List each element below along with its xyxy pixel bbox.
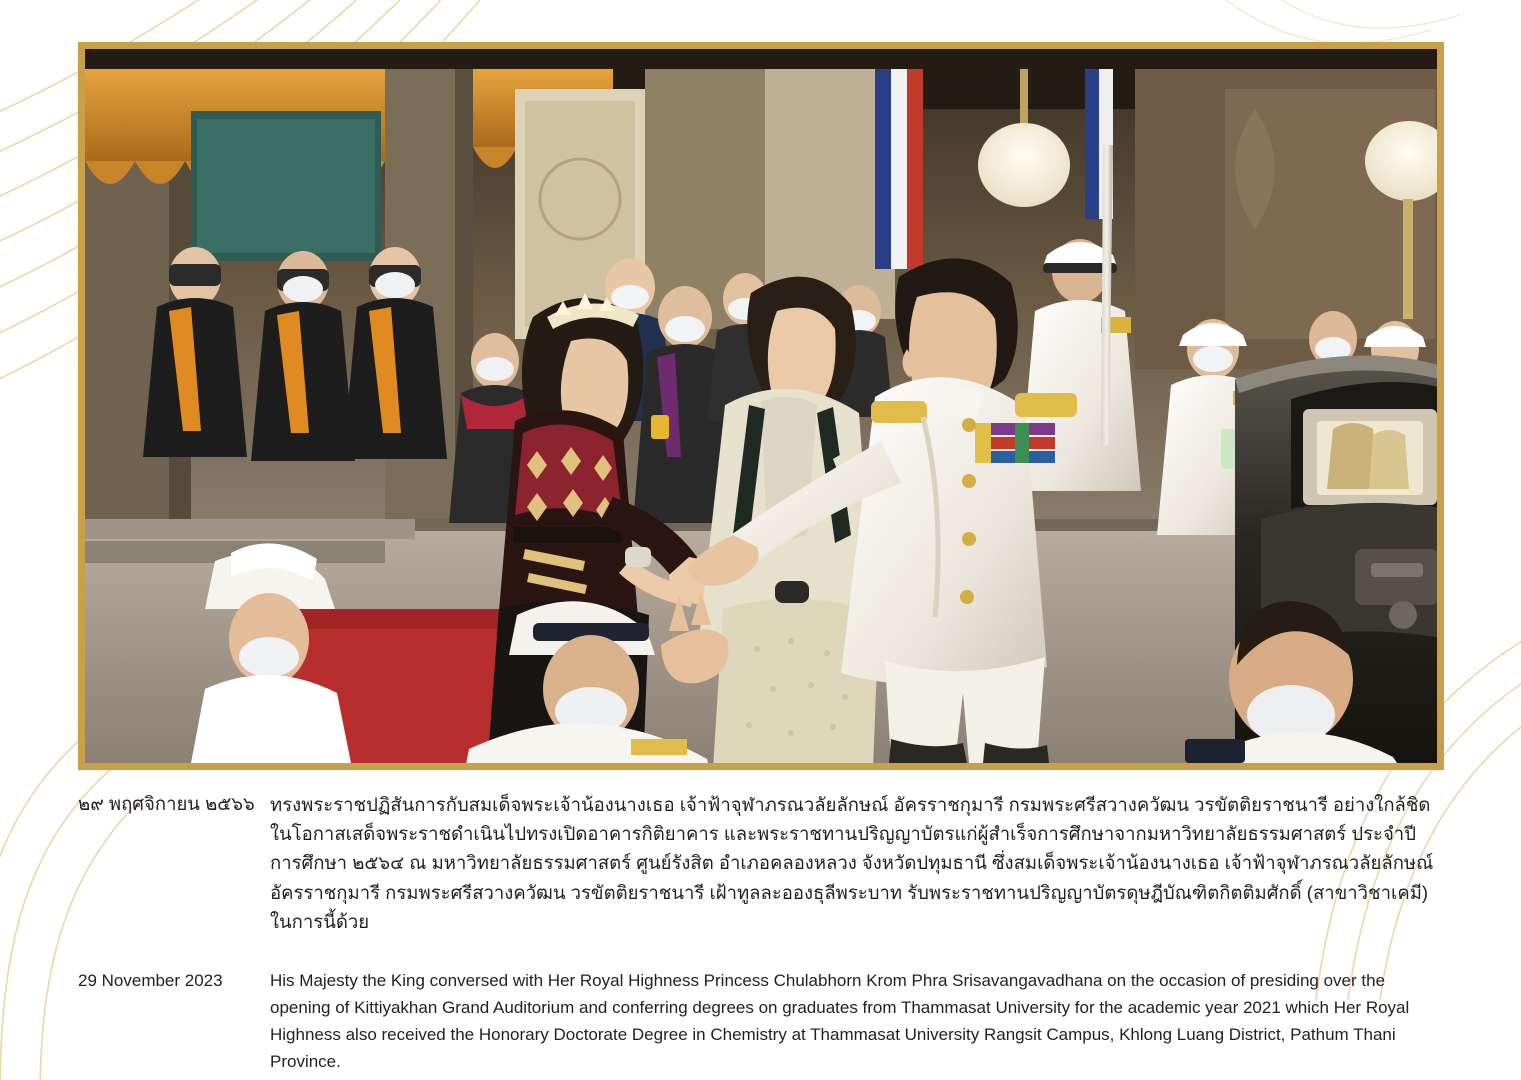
caption-english bbox=[78, 968, 1444, 1075]
photo-frame bbox=[78, 42, 1444, 770]
caption-body-thai: ทรงพระราชปฏิสันการกับสมเด็จพระเจ้าน้องนางเธอ เจ้าฟ้าจุฬาภรณวลัยลักษณ์ อัครราชกุมารี กรมพระศรีสวางควัฒน วรขัตติยราชนารี อย่างใกล้ชิด ในโอกาสเสด็จพระราชดำเนินไปทรงเปิดอาคารกิติยาคาร และพระราชทานปริญญาบัตรแก่ผู้สำเร็จการศึกษาจากมหาวิทยาลัยธรรมศาสตร์ ประจำปีการศึกษา ๒๕๖๔ ณ มหาวิทยาลัยธรรมศาสตร์ ศูนย์รังสิต อำเภอคลองหลวง จังหวัดปทุมธานี ซึ่งสมเด็จพระเจ้าน้องนางเธอ เจ้าฟ้าจุฬาภรณวลัยลักษณ์ อัครราชกุมารี กรมพระศรีสวางควัฒน วรขัตติยราชนารี เฝ้าทูลละอองธุลีพระบาท รับพระราชทานปริญญาบัตรดุษฎีบัณฑิตกิตติมศักดิ์ (สาขาวิชาเคมี) ในการนี้ด้วย bbox=[270, 794, 1434, 932]
caption-block bbox=[78, 790, 1444, 1076]
caption-thai bbox=[78, 790, 1444, 936]
caption-date-english: 29 November 2023 bbox=[78, 971, 223, 991]
royal-ceremony-photograph bbox=[85, 49, 1437, 763]
caption-date-thai: ๒๙ พฤศจิกายน ๒๕๖๖ bbox=[78, 793, 255, 814]
caption-body-english: His Majesty the King conversed with Her Royal Highness Princess Chulabhorn Krom Phra Srisavangavadhana on the occasion of presiding over the opening of Kittiyakhan Grand Auditorium and conferring degrees on graduates from Thammasat University for the academic year 2021 which Her Royal Highness also received the Honorary Doctorate Degree in Chemistry at Thammasat University Rangsit Campus, Khlong Luang District, Pathum Thani Province. bbox=[270, 971, 1410, 1071]
